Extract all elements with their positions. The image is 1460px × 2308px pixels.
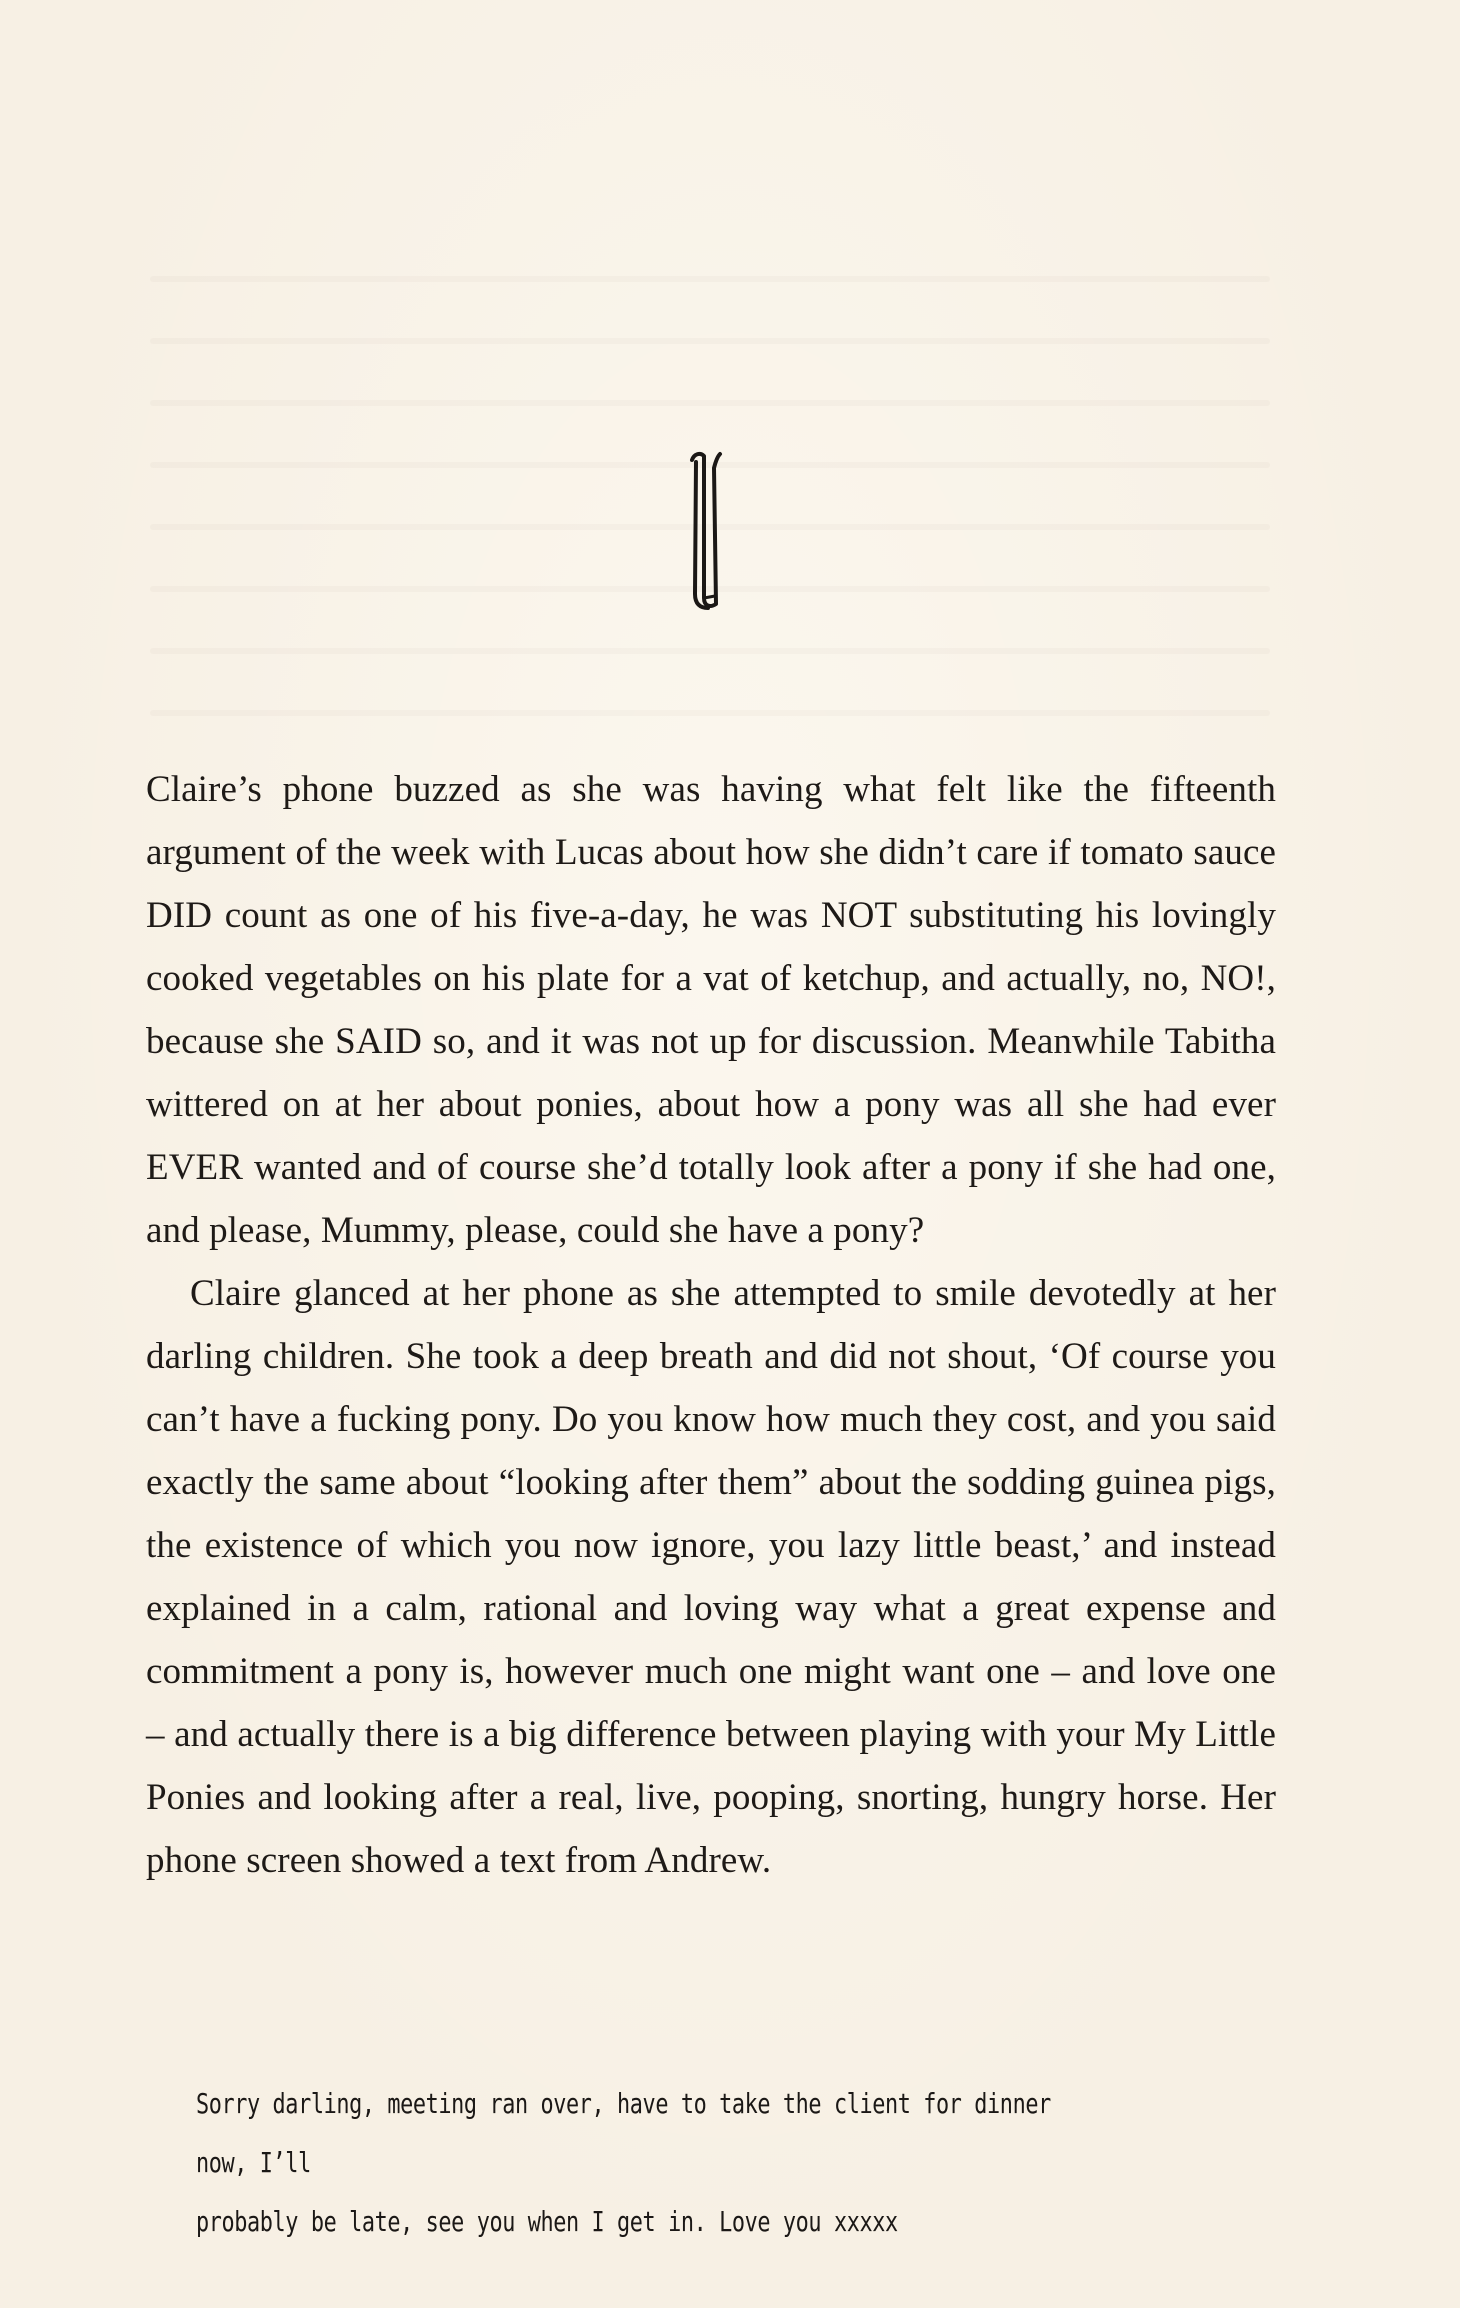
chapter-body <box>146 758 1276 1892</box>
show-through-line <box>150 276 1270 282</box>
paragraph: Claire’s phone buzzed as she was having what felt like the fifteenth argument of the week with Lucas about how she didn’t care if tomato sauce DID count as one of his five-a-day, he was NOT substituting his lovingly cooked vegetables on his plate for a vat of ketchup, and actually, no, NO!, because she SAID so, and it was not up for discussion. Meanwhile Tabitha wittered on at her about ponies, about how a pony was all she had ever EVER wanted and of course she’d totally look after a pony if she had one, and please, Mummy, please, could she have a pony? <box>146 769 1276 1251</box>
text-message <box>196 2074 1054 2251</box>
text-message-line: Sorry darling, meeting ran over, have to take the client for dinner now, I’ll <box>196 2087 1051 2179</box>
chapter-number-glyph <box>686 448 726 618</box>
show-through-line <box>150 648 1270 654</box>
show-through-line <box>150 710 1270 716</box>
chapter-number <box>686 448 726 618</box>
show-through-line <box>150 400 1270 406</box>
paragraph: Claire glanced at her phone as she attempted to smile devotedly at her darling children. She took a deep breath and did not shout, ‘Of course you can’t have a fucking pony. Do you know how much they cost, and you said exactly the same about “looking after them” about the sodding guinea pigs, the existence of which you now ignore, you lazy little beast,’ and instead explained in a calm, rational and loving way what a great expense and commitment a pony is, however much one might want one – and love one – and actually there is a big difference between playing with your My Little Ponies and looking after a real, live, pooping, snorting, hungry horse. Her phone screen showed a text from Andrew. <box>146 1273 1276 1881</box>
show-through-line <box>150 338 1270 344</box>
text-message-line: probably be late, see you when I get in. Love you xxxxx <box>196 2205 898 2238</box>
